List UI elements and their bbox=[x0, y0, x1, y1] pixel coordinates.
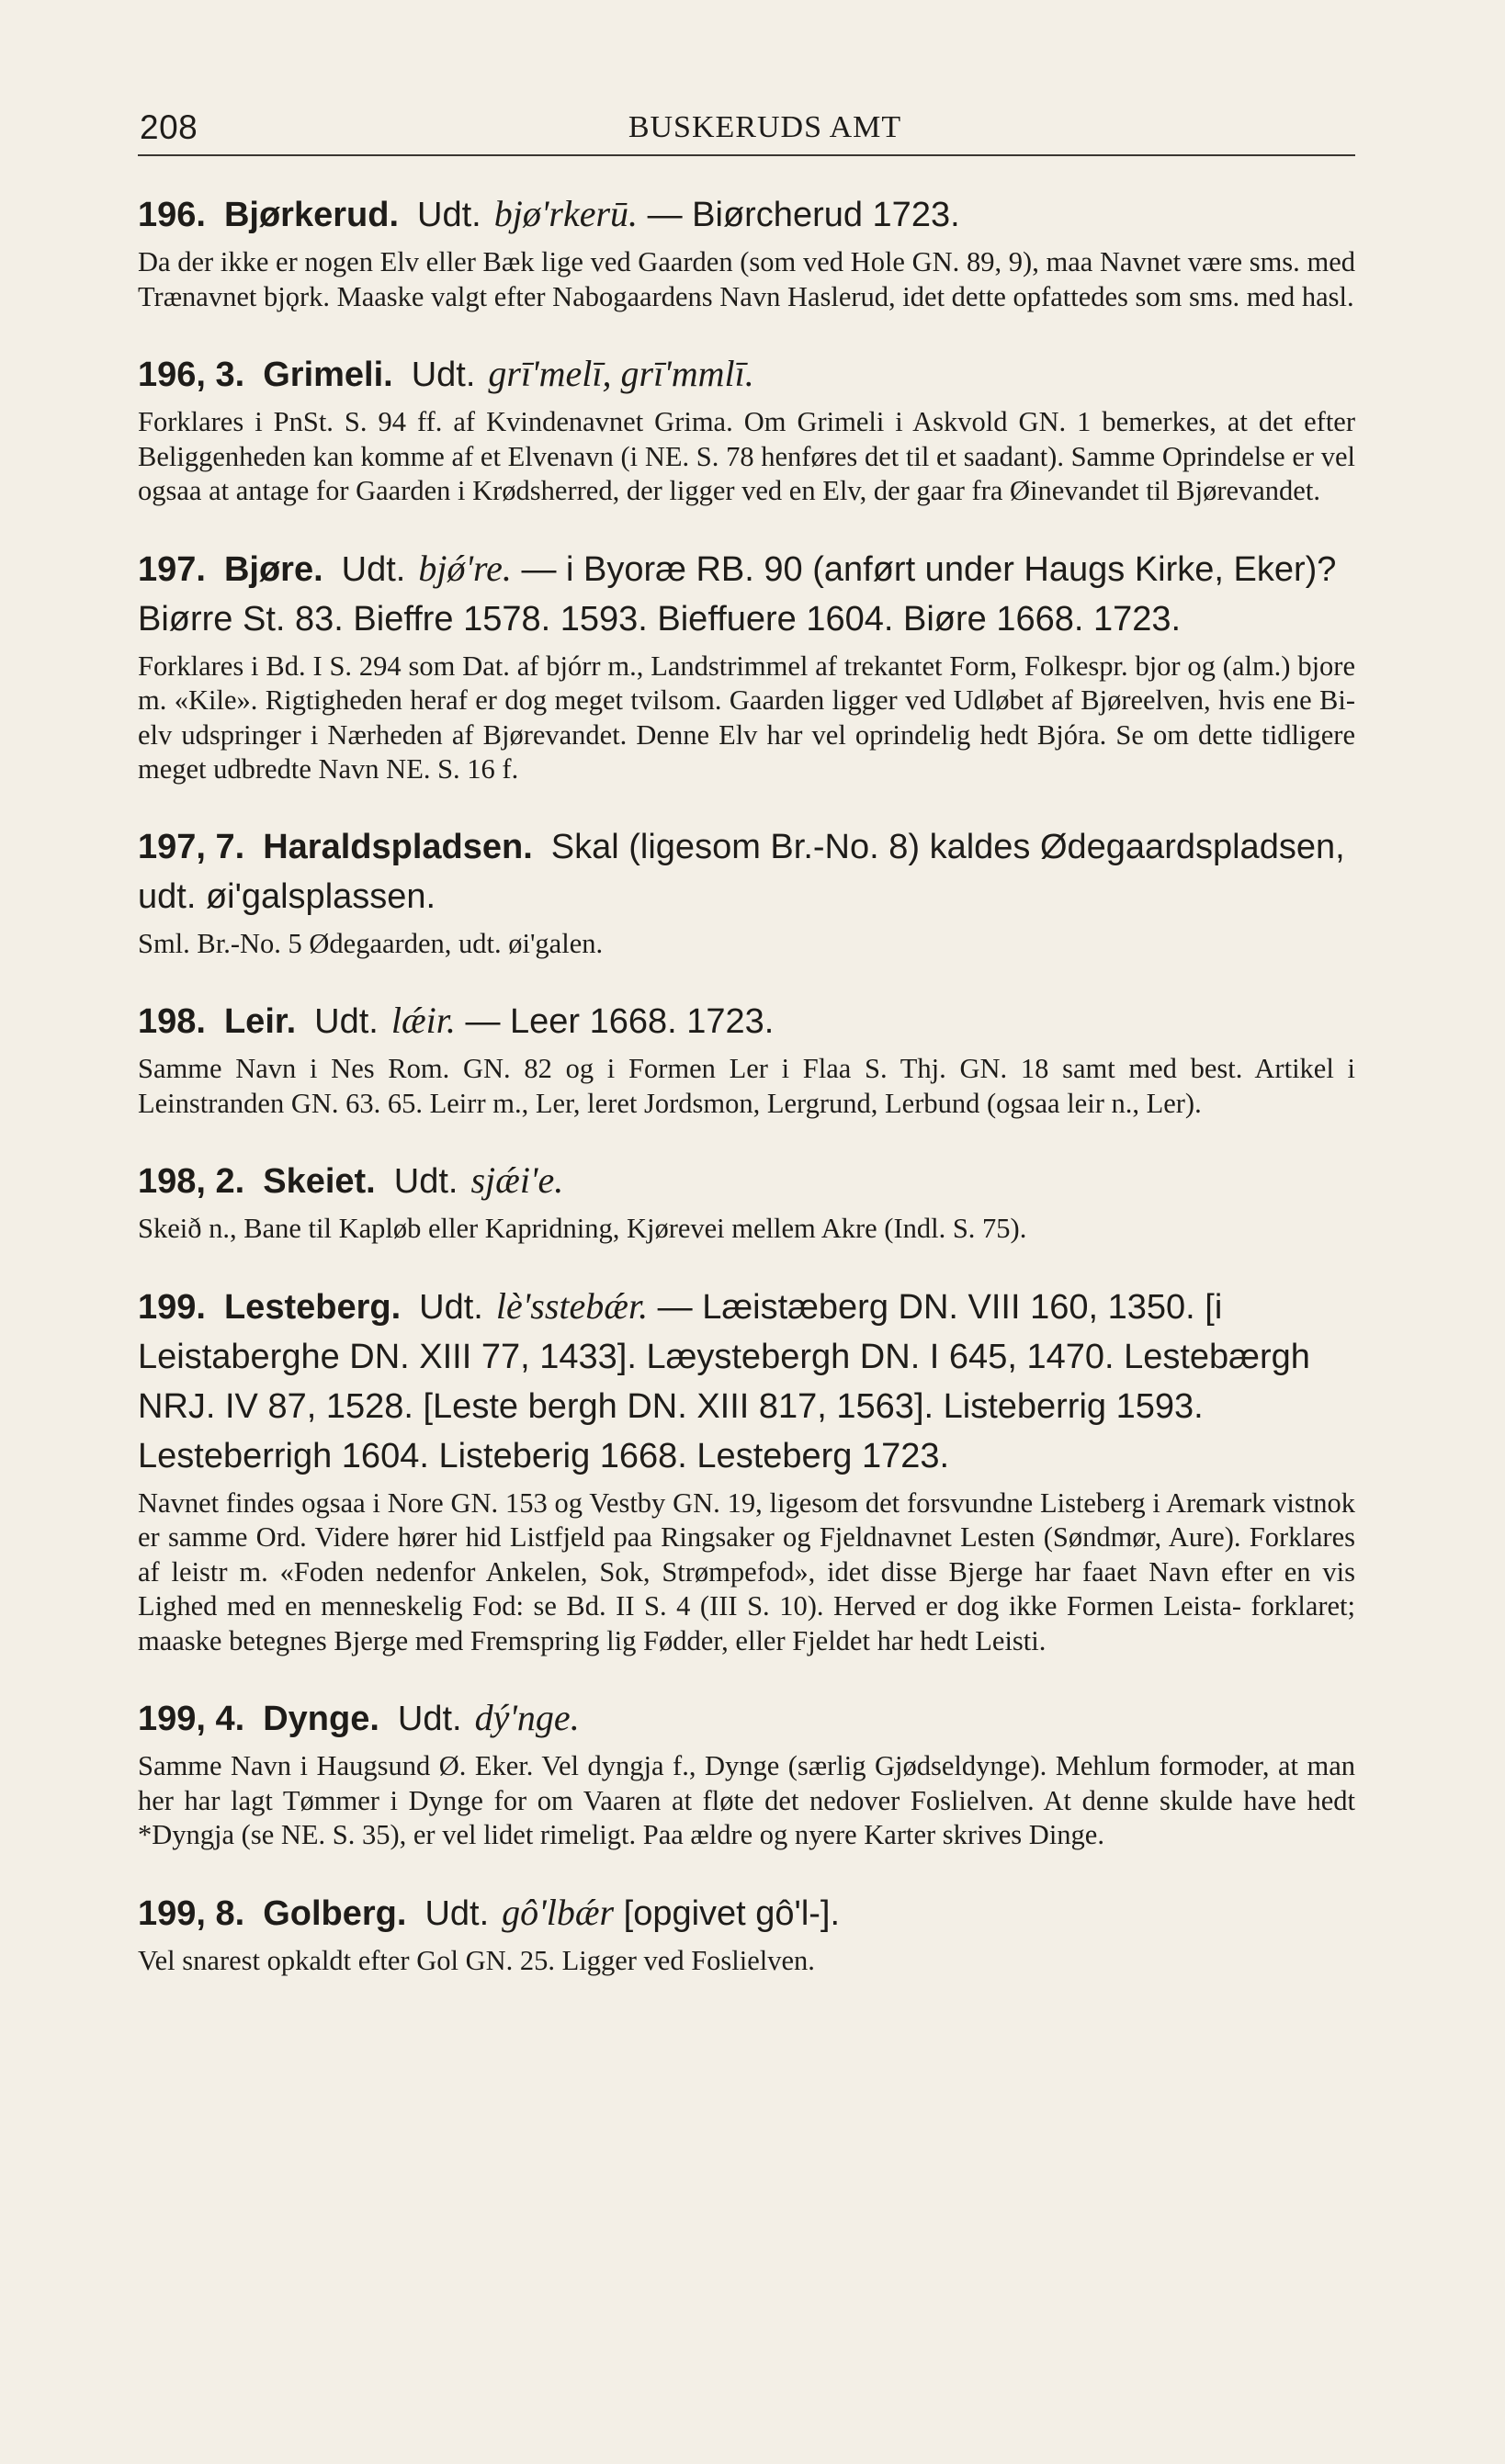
entry-heading bbox=[138, 1282, 1355, 1481]
entry-note: Forklares i Bd. I S. 294 som Dat. af bjórr m., Landstrimmel af trekantet Form, Folkespr. bjor og (alm.) bjore m. «Kile». Rigtigheden heraf er dog meget tvilsom. Gaarden ligger ved Udløbet af Bjøreelven, hvis ene Bielv udspringer i Nærheden af Bjørevandet. Denne Elv har vel oprindelig hedt Bjóra. Se om dette tidligere meget udbredte Navn NE. S. 16 f. bbox=[138, 650, 1355, 785]
historical-forms: — Biørcherud 1723. bbox=[647, 196, 960, 234]
farm-name: Lesteberg. bbox=[223, 1287, 402, 1327]
historical-forms: [opgivet gô'l-]. bbox=[623, 1893, 841, 1933]
entry-note: Skeið n., Bane til Kapløb eller Kapridning, Kjørevei mellem Akre (Indl. S. 75). bbox=[138, 1213, 1027, 1244]
pronunciation: bjǿ're. bbox=[418, 547, 512, 589]
entry-196-3 bbox=[138, 349, 1355, 509]
entry-heading bbox=[138, 996, 1355, 1046]
entry-number: 197. bbox=[138, 549, 206, 589]
farm-name: Bjøre. bbox=[223, 549, 323, 589]
pronunciation: lè'sstebǽr. bbox=[495, 1284, 649, 1327]
entry-number: 199, 4. bbox=[138, 1700, 245, 1738]
farm-name: Golberg. bbox=[263, 1893, 407, 1933]
entry-number: 198, 2. bbox=[138, 1162, 245, 1201]
udt-label: Udt. bbox=[397, 1700, 462, 1738]
udt-label: Udt. bbox=[341, 549, 406, 589]
entry-number: 198. bbox=[138, 1002, 206, 1041]
entry-198-2 bbox=[138, 1156, 1355, 1247]
running-head: BUSKERUDS AMT bbox=[628, 110, 902, 144]
entry-heading bbox=[138, 349, 1355, 400]
entry-number: 196. bbox=[138, 196, 206, 234]
pronunciation: bjø'rkerū. bbox=[493, 193, 639, 234]
udt-label: Udt. bbox=[393, 1162, 458, 1201]
historical-forms: Skal (ligesom Br.-No. 8) kaldes Ødegaardspladsen, udt. øi'galsplassen. bbox=[138, 827, 1345, 916]
udt-label: Udt. bbox=[411, 356, 476, 394]
entry-note: Da der ikke er nogen Elv eller Bæk lige ved Gaarden (som ved Hole GN. 89, 9), maa Navnet være sms. med Trænavnet bjǫrk. Maaske valgt efter Nabogaardens Navn Haslerud, idet dette opfattedes som sms. med hasl. bbox=[138, 246, 1355, 312]
entries-list bbox=[138, 189, 1355, 2013]
entry-198 bbox=[138, 996, 1355, 1121]
entry-heading bbox=[138, 1888, 1355, 1938]
pronunciation: gô'lbǽr bbox=[502, 1891, 615, 1933]
entry-number: 199, 8. bbox=[138, 1893, 245, 1933]
farm-name: Skeiet. bbox=[263, 1162, 376, 1201]
farm-name: Leir. bbox=[223, 1002, 297, 1041]
entry-heading bbox=[138, 1156, 1355, 1206]
entry-heading bbox=[138, 544, 1355, 644]
entry-199-4 bbox=[138, 1693, 1355, 1853]
historical-forms: — Læistæberg DN. VIII 160, 1350. [i Leistaberghe DN. XIII 77, 1433]. Læystebergh DN. I 645, 1470. Lestebærgh NRJ. IV 87, 1528. [Leste bergh DN. XIII 817, 1563]. Listeberrig 1593. Lesteberrigh 1604. Listeberig 1668. Lesteberg 1723. bbox=[138, 1287, 1310, 1475]
entry-heading bbox=[138, 1693, 1355, 1744]
entry-heading bbox=[138, 189, 1355, 240]
farm-name: Haraldspladsen. bbox=[263, 827, 533, 866]
entry-heading bbox=[138, 822, 1355, 921]
entry-number: 196, 3. bbox=[138, 356, 245, 394]
entry-number: 197, 7. bbox=[138, 827, 245, 866]
entry-note: Sml. Br.-No. 5 Ødegaarden, udt. øi'galen. bbox=[138, 927, 604, 959]
entry-note: Forklares i PnSt. S. 94 ff. af Kvindenavnet Grima. Om Grimeli i Askvold GN. 1 bemerkes, at det efter Beliggenheden kan komme af et Elvenavn (i NE. S. 78 henføres det til et saadant). Samme Oprindelse er vel ogsaa at antage for Gaarden i Krødsherred, der ligger ved en Elv, der gaar fra Øinevandet til Bjørevandet. bbox=[138, 406, 1355, 506]
entry-note: Navnet findes ogsaa i Nore GN. 153 og Vestby GN. 19, ligesom det forsvundne Listeberg i Aremark vistnok er samme Ord. Videre hører hid Listfjeld paa Ringsaker og Fjeldnavnet Lesten (Søndmør, Aure). Forklares af leistr m. «Foden nedenfor Ankelen, Sok, Strømpefod», idet disse Bjerge har faaet Navn efter en vis Lighed med en menneskelig Fod: se Bd. II S. 4 (III S. 10). Herved er dog ikke Formen Leista- forklaret; maaske betegnes Bjerge med Fremspring lig Fødder, eller Fjeldet har hedt Leisti. bbox=[138, 1486, 1355, 1656]
page-number: 208 bbox=[140, 108, 198, 146]
farm-name: Grimeli. bbox=[263, 356, 393, 394]
pronunciation: grī'melī, grī'mmlī. bbox=[488, 353, 754, 394]
farm-name: Dynge. bbox=[263, 1700, 379, 1738]
pronunciation: sjǽi'e. bbox=[470, 1159, 564, 1201]
udt-label: Udt. bbox=[424, 1893, 490, 1933]
udt-label: Udt. bbox=[314, 1002, 379, 1041]
historical-forms: — Leer 1668. 1723. bbox=[465, 1002, 775, 1041]
entry-197 bbox=[138, 544, 1355, 787]
entry-note: Samme Navn i Haugsund Ø. Eker. Vel dyngja f., Dynge (særlig Gjødseldynge). Mehlum formoder, at man her har lagt Tømmer i Dynge for om Vaaren at fløte det nedover Foslielven. At denne skulde have hedt *Dyngja (se NE. S. 35), er vel lidet rimeligt. Paa ældre og nyere Karter skrives Dinge. bbox=[138, 1750, 1355, 1850]
farm-name: Bjørkerud. bbox=[223, 196, 400, 234]
pronunciation: lǽir. bbox=[390, 1000, 456, 1041]
udt-label: Udt. bbox=[419, 1287, 483, 1327]
entry-199-8 bbox=[138, 1888, 1355, 1979]
entry-199 bbox=[138, 1282, 1355, 1659]
page-header bbox=[138, 103, 1355, 156]
pronunciation: dý'nge. bbox=[474, 1697, 580, 1738]
entry-number: 199. bbox=[138, 1287, 206, 1327]
historical-forms: — i Byoræ RB. 90 (anført under Haugs Kirke, Eker)? Biørre St. 83. Bieffre 1578. 1593. Bieffuere 1604. Biøre 1668. 1723. bbox=[138, 549, 1337, 639]
entry-197-7 bbox=[138, 822, 1355, 962]
entry-note: Samme Navn i Nes Rom. GN. 82 og i Formen Ler i Flaa S. Thj. GN. 18 samt med best. Artikel i Leinstranden GN. 63. 65. Leirr m., Ler, leret Jordsmon, Lergrund, Lerbund (ogsaa leir n., Ler). bbox=[138, 1053, 1355, 1119]
entry-196 bbox=[138, 189, 1355, 314]
udt-label: Udt. bbox=[417, 196, 481, 234]
entry-note: Vel snarest opkaldt efter Gol GN. 25. Ligger ved Foslielven. bbox=[138, 1944, 815, 1976]
